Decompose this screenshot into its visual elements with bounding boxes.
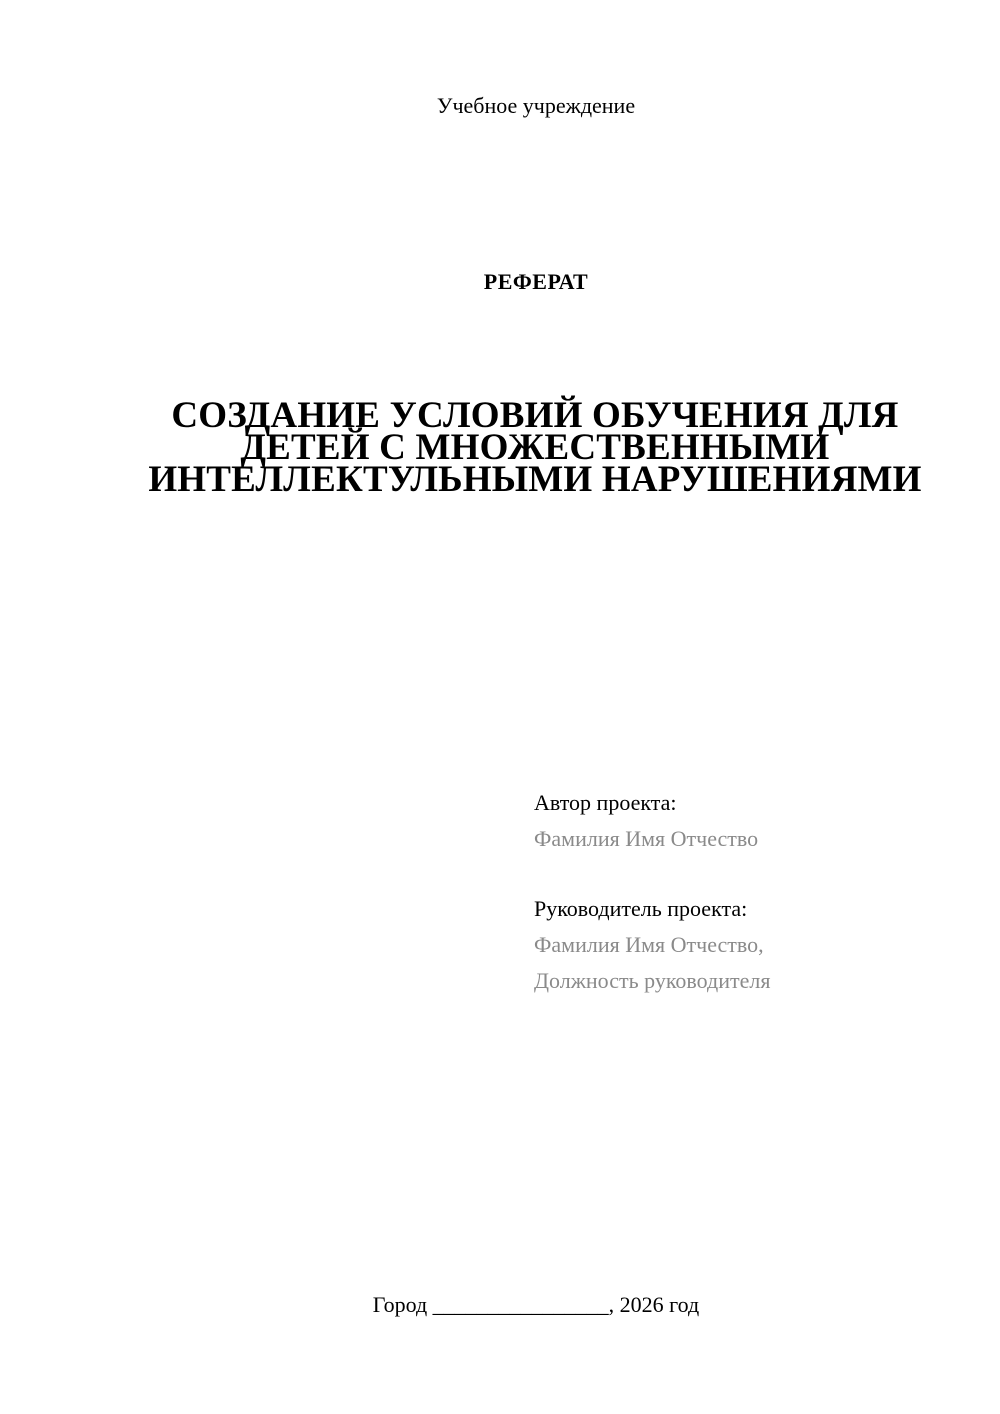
author-name: Фамилия Имя Отчество: [534, 826, 759, 851]
supervisor-name: Фамилия Имя Отчество,: [534, 932, 764, 957]
city-year-line: Город ________________, 2026 год: [372, 1292, 700, 1317]
document-type: РЕФЕРАТ: [483, 269, 589, 294]
info-spacer: [534, 857, 954, 891]
supervisor-label: Руководитель проекта:: [534, 896, 748, 921]
supervisor-position: Должность руководителя: [534, 968, 771, 993]
author-label: Автор проекта:: [534, 790, 677, 815]
project-info-block: [534, 785, 954, 999]
document-title: СОЗДАНИЕ УСЛОВИЙ ОБУЧЕНИЯ ДЛЯ ДЕТЕЙ С МНОЖЕСТВЕННЫМИ ИНТЕЛЛЕКТУЛЬНЫМИ НАРУШЕНИЯМИ: [148, 395, 922, 500]
institution-name: Учебное учреждение: [436, 93, 636, 118]
